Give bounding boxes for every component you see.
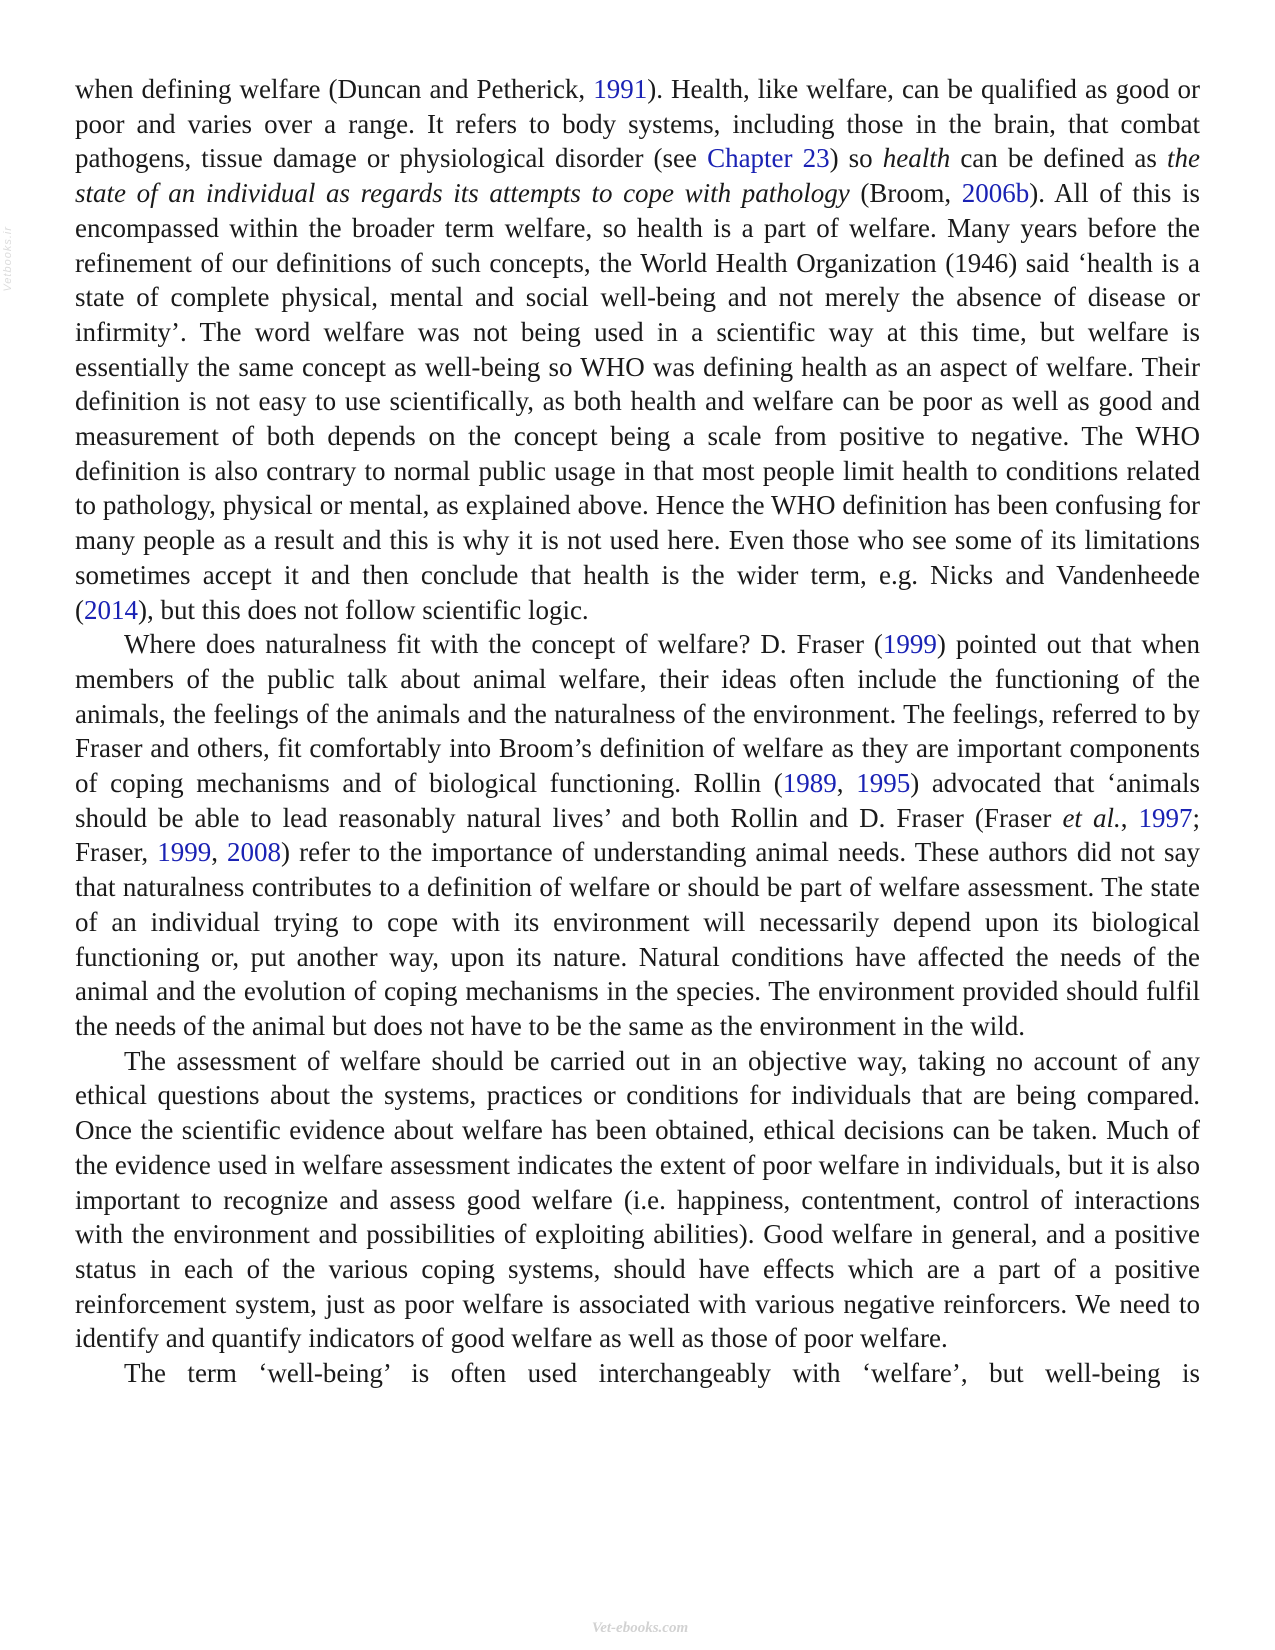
text-run: ; Fraser, [75,802,1200,868]
text-run: , [836,768,857,799]
citation-link-fraser-1999[interactable]: 1999 [882,629,937,660]
text-run: ) refer to the importance of understanding animal needs. These authors did not say that naturalness contributes to a definition of welfare or should be part of welfare assessment. The state of an individual trying to cope with its environment will necessarily depend upon its biological functioning or, put another way, upon its nature. Natural conditions have affected the needs of the animal and the evolution of coping mechanisms in the species. The environment provided should fulfil the needs of the animal but does not have to be the same as the environment in the wild. [75,837,1200,1041]
text-run: ). All of this is encompassed within the broader term welfare, so health is a part of welfare. Many years before the refinement of our definitions of such concepts, the World Health Organization (1946) said ‘health is a state of complete physical, mental and social well-being and not merely the absence of disease or infirmity’. The word welfare was not being used in a scientific way at this time, but welfare is essentially the same concept as well-being so WHO was defining health as an aspect of welfare. Their definition is not easy to use scientifically, as both health and welfare can be poor as well as good and measurement of both depends on the concept being a scale from positive to negative. The WHO definition is also contrary to normal public usage in that most people limit health to conditions related to pathology, physical or mental, as explained above. Hence the WHO definition has been confusing for many people as a result and this is why it is not used here. Even those who see some of its limitations sometimes accept it and then conclude that health is the wider term, e.g. Nicks and Vandenheede ( [75,178,1201,625]
text-run: , [211,837,228,868]
paragraph-well-being [75,1356,1200,1391]
text-run: ) so [829,143,883,174]
text-run: can be defined as [950,143,1167,174]
side-watermark: Vetbooks.ir [2,226,14,292]
text-run: ) advocated that ‘animals should be able to lead reasonably natural lives’ and both Rollin and D. Fraser (Fraser [75,768,1201,833]
citation-link-rollin-1989[interactable]: 1989 [782,768,837,799]
footer-watermark-logo: Vet-ebooks.com [591,1620,689,1636]
citation-link-nicks-2014[interactable]: 2014 [84,594,138,625]
paragraph-naturalness [75,627,1200,1043]
citation-link-broom-2006b[interactable]: 2006b [961,178,1030,209]
citation-link-fraser-1997[interactable]: 1997 [1138,802,1193,833]
citation-link-duncan-1991[interactable]: 1991 [593,74,648,104]
citation-link-fraser-2008[interactable]: 2008 [227,837,282,868]
italic-definition-health: the state of an individual as regards its attempts to cope with pathology [75,143,1200,209]
text-run: The assessment of welfare should be carried out in an objective way, taking no account of any ethical questions about the systems, practices or conditions for individuals that are being compared. Once the scientific evidence about welfare has been obtained, ethical decisions can be taken. Much of the evidence used in welfare assessment indicates the extent of poor welfare in individuals, but it is also important to recognize and assess good welfare (i.e. happiness, contentment, control of interactions with the environment and possibilities of exploiting abilities). Good welfare in general, and a positive status in each of the various coping systems, should have effects which are a part of a positive reinforcement system, just as poor welfare is associated with various negative reinforcers. We need to identify and quantify indicators of good welfare as well as those of poor welfare. [75,1045,1200,1354]
text-run: The term ‘well-being’ is often used interchangeably with ‘welfare’, but well-being is [124,1358,1200,1389]
text-run: ) pointed out that when members of the public talk about animal welfare, their ideas often include the functioning of the animals, the feelings of the animals and the naturalness of the environment. The feelings, referred to by Fraser and others, fit comfortably into Broom’s definition of welfare as they are important components of coping mechanisms and of biological functioning. Rollin ( [75,629,1200,799]
text-run: ), but this does not follow scientific logic. [138,594,589,625]
text-run: Where does naturalness fit with the concept of welfare? D. Fraser ( [124,629,883,660]
text-run: when defining welfare (Duncan and Petherick, [75,74,594,104]
chapter-23-link[interactable]: Chapter 23 [707,143,830,174]
text-run: ). Health, like welfare, can be qualified as good or poor and varies over a range. It refers to body systems, including those in the brain, that combat pathogens, tissue damage or physiological disorder (see [75,74,1200,174]
paragraph-assessment [75,1044,1200,1356]
citation-link-fraser-1999b[interactable]: 1999 [157,837,212,868]
italic-term-health: health [882,143,951,174]
italic-et-al: et al. [1062,802,1121,833]
text-run: (Broom, [849,178,962,209]
paragraph-health-definition [75,72,1200,627]
citation-link-rollin-1995[interactable]: 1995 [856,768,911,799]
text-run: , [1120,802,1139,833]
page-body [75,72,1200,1391]
